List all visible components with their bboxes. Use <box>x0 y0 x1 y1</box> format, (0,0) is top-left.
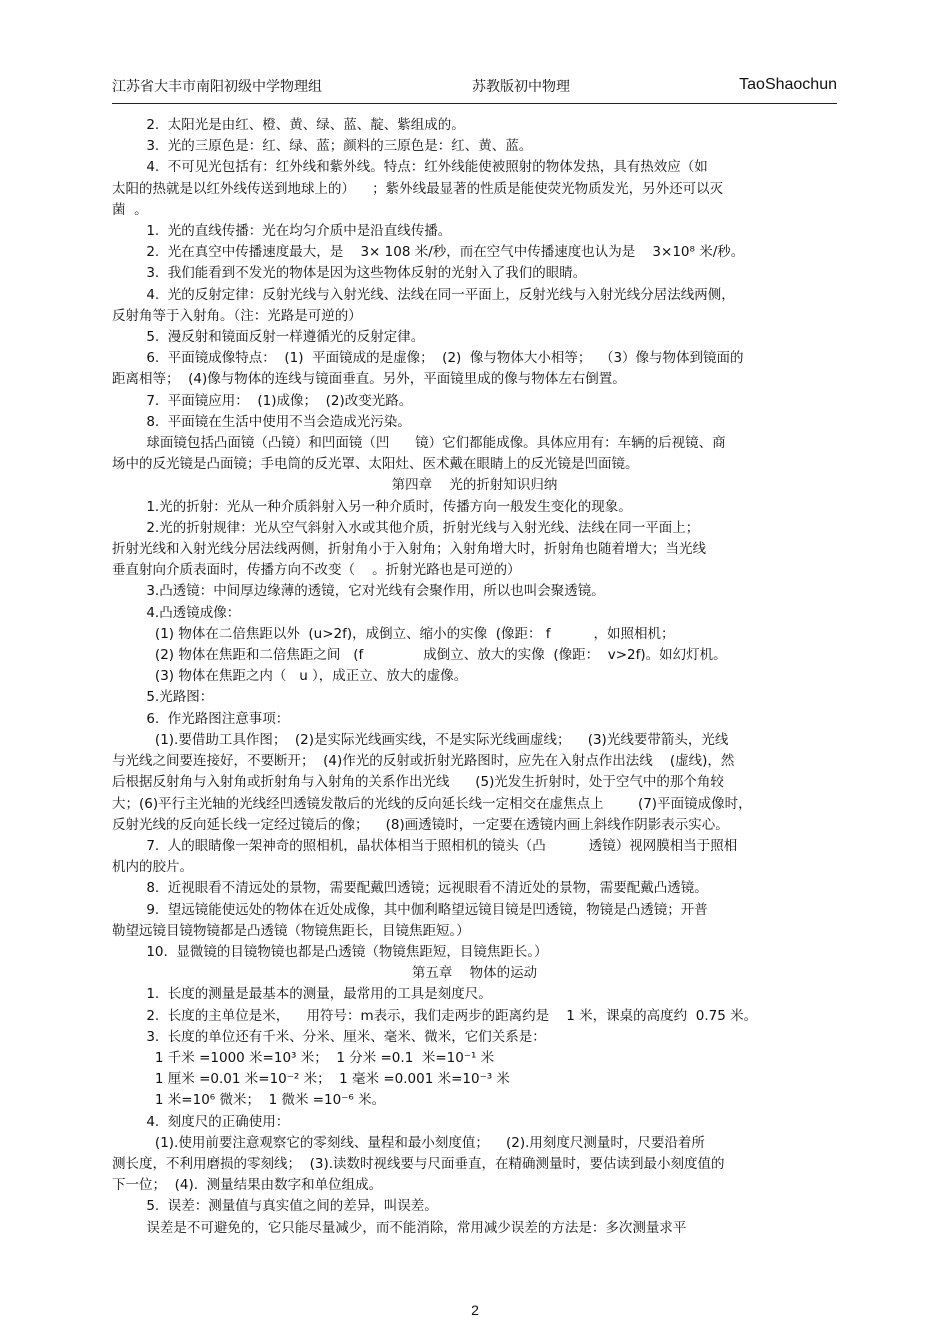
text-line: 6. 作光路图注意事项： <box>112 710 290 727</box>
text-line: 垂直射向介质表面时，传播方向不改变（ 。折射光路也是可逆的） <box>112 562 521 579</box>
text-line: 3. 长度的单位还有千米、分米、厘米、毫米、微米，它们关系是： <box>112 1028 546 1045</box>
text-line: 太阳的热就是以红外线传送到地球上的） ；紫外线最显著的性质是能使荧光物质发光，另外还可以灭 <box>112 180 724 197</box>
text-line: 大；(6)平行主光轴的光线经凹透镜发散后的光线的反向延长线一定相交在虚焦点上 (7)平面镜成像时， <box>112 795 752 812</box>
text-line: 6. 平面镜成像特点： (1) 平面镜成的是虚像； (2) 像与物体大小相等； （3）像与物体到镜面的 <box>112 350 744 367</box>
text-line: 球面镜包括凸面镜（凸镜）和凹面镜（凹 镜）它们都能成像。具体应用有：车辆的后视镜、商 <box>112 435 726 452</box>
text-line: 7. 人的眼睛像一架神奇的照相机，晶状体相当于照相机的镜头（凸 透镜）视网膜相当于照相 <box>112 837 738 854</box>
header-textbook: 苏教版初中物理 <box>472 79 570 95</box>
text-line: 2. 长度的主单位是米， 用符号：m表示，我们走两步的距离约是 1 米，课桌的高度约 0.75 米。 <box>112 1007 758 1024</box>
text-line: 10. 显微镜的目镜物镜也都是凸透镜（物镜焦距短，目镜焦距长。） <box>112 943 548 960</box>
text-line: 5.光路图： <box>112 689 214 706</box>
text-line: 1 米=10⁶ 微米； 1 微米 =10⁻⁶ 米。 <box>112 1092 386 1109</box>
text-line: 误差是不可避免的，它只能尽量减少，而不能消除，常用减少误差的方法是：多次测量求平 <box>112 1219 687 1236</box>
text-line: (2) 物体在焦距和二倍焦距之间 (f 成倒立、放大的实像 (像距： v>2f)。如幻灯机。 <box>112 647 727 664</box>
text-line: 5. 误差：测量值与真实值之间的差异，叫误差。 <box>112 1198 438 1215</box>
text-line: 菌 。 <box>112 201 148 218</box>
text-line: 1 厘米 =0.01 米=10⁻² 米； 1 毫米 =0.001 米=10⁻³ 米 <box>112 1071 510 1088</box>
text-line: 场中的反光镜是凸面镜；手电筒的反光罩、太阳灶、医术戴在眼睛上的反光镜是凹面镜。 <box>112 456 639 473</box>
text-line: 3. 我们能看到不发光的物体是因为这些物体反射的光射入了我们的眼睛。 <box>112 265 587 282</box>
text-line: 3. 光的三原色是：红、绿、蓝；颜料的三原色是：红、黄、蓝。 <box>112 138 533 155</box>
text-line: (3) 物体在焦距之内（ u ），成正立、放大的虚像。 <box>112 668 468 685</box>
text-line: 下一位； (4). 测量结果由数字和单位组成。 <box>112 1177 383 1194</box>
text-line: 2. 太阳光是由红、橙、黄、绿、蓝、靛、紫组成的。 <box>112 117 465 133</box>
text-line: 1. 光的直线传播：光在均匀介质中是沿直线传播。 <box>112 223 452 240</box>
text-line: 后根据反射角与入射角或折射角与入射角的关系作出光线 (5)光发生折射时，处于空气中的那个角较 <box>112 774 724 791</box>
text-line: 5. 漫反射和镜面反射一样遵循光的反射定律。 <box>112 329 425 346</box>
text-line: (1) 物体在二倍焦距以外 (u>2f)，成倒立、缩小的实像 (像距： f ，如照相机； <box>112 625 675 642</box>
text-line: 3.凸透镜：中间厚边缘薄的透镜，它对光线有会聚作用，所以也叫会聚透镜。 <box>112 583 605 600</box>
header-author: TaoShaochun <box>739 76 837 93</box>
document-body <box>112 115 837 1239</box>
text-line: 测长度，不利用磨损的零刻线； (3).读数时视线要与尺面垂直，在精确测量时，要估读到最小刻度值的 <box>112 1155 725 1172</box>
text-line: 反射光线的反向延长线一定经过镜后的像； (8)画透镜时，一定要在透镜内画上斜线作阴影表示实心。 <box>112 816 729 833</box>
page-number: 2 <box>471 1302 479 1318</box>
text-line: 8. 平面镜在生活中使用不当会造成光污染。 <box>112 413 411 430</box>
page-header <box>112 76 837 102</box>
text-line: 7. 平面镜应用： (1)成像； (2)改变光路。 <box>112 392 413 409</box>
text-line: 反射角等于入射角。（注：光路是可逆的） <box>112 307 362 324</box>
text-line: 4. 不可见光包括有：红外线和紫外线。特点：红外线能使被照射的物体发热，具有热效应（如 <box>112 159 708 176</box>
text-line: 1.光的折射：光从一种介质斜射入另一种介质时，传播方向一般发生变化的现象。 <box>112 498 632 515</box>
text-line: 机内的胶片。 <box>112 859 193 876</box>
text-line: 4. 刻度尺的正确使用： <box>112 1113 290 1130</box>
text-line: 4.凸透镜成像： <box>112 604 241 621</box>
text-line: (1).要借助工具作图； (2)是实际光线画实线，不是实际光线画虚线； (3)光线要带箭头，光线 <box>112 731 729 748</box>
text-line: 8. 近视眼看不清远处的景物，需要配戴凹透镜；远视眼看不清近处的景物，需要配戴凸透镜。 <box>112 880 708 897</box>
text-line: 2. 光在真空中传播速度最大，是 3× 108 米/秒，而在空气中传播速度也认为是 3×10⁸ 米/秒。 <box>112 244 745 261</box>
header-school: 江苏省大丰市南阳初级中学物理组 <box>112 79 322 95</box>
header-rule <box>112 103 837 104</box>
text-line: 距离相等； (4)像与物体的连线与镜面垂直。另外，平面镜里成的像与物体左右倒置。 <box>112 371 626 388</box>
text-line: 9. 望远镜能使远处的物体在近处成像，其中伽利略望远镜目镜是凹透镜，物镜是凸透镜；开普 <box>112 901 708 918</box>
text-line: 2.光的折射规律：光从空气斜射入水或其他介质，折射光线与入射光线、法线在同一平面上； <box>112 519 700 536</box>
text-line: 4. 光的反射定律：反射光线与入射光线、法线在同一平面上，反射光线与入射光线分居法线两侧， <box>112 286 735 303</box>
text-line: 勒望远镜目镜物镜都是凸透镜（物镜焦距长，目镜焦距短。） <box>112 922 470 939</box>
chapter-heading: 第四章 光的折射知识归纳 <box>391 477 558 494</box>
text-line: 1. 长度的测量是最基本的测量，最常用的工具是刻度尺。 <box>112 986 492 1003</box>
text-line: 1 千米 =1000 米=10³ 米； 1 分米 =0.1 米=10⁻¹ 米 <box>112 1049 495 1066</box>
text-line: 折射光线和入射光线分居法线两侧，折射角小于入射角；入射角增大时，折射角也随着增大；当光线 <box>112 541 706 558</box>
text-line: (1).使用前要注意观察它的零刻线、量程和最小刻度值； (2).用刻度尺测量时，尺要沿着所 <box>112 1134 705 1151</box>
chapter-heading: 第五章 物体的运动 <box>411 965 538 982</box>
text-line: 与光线之间要连接好，不要断开； (4)作光的反射或折射光路图时，应先在入射点作出法线 (虚线)，然 <box>112 753 735 770</box>
